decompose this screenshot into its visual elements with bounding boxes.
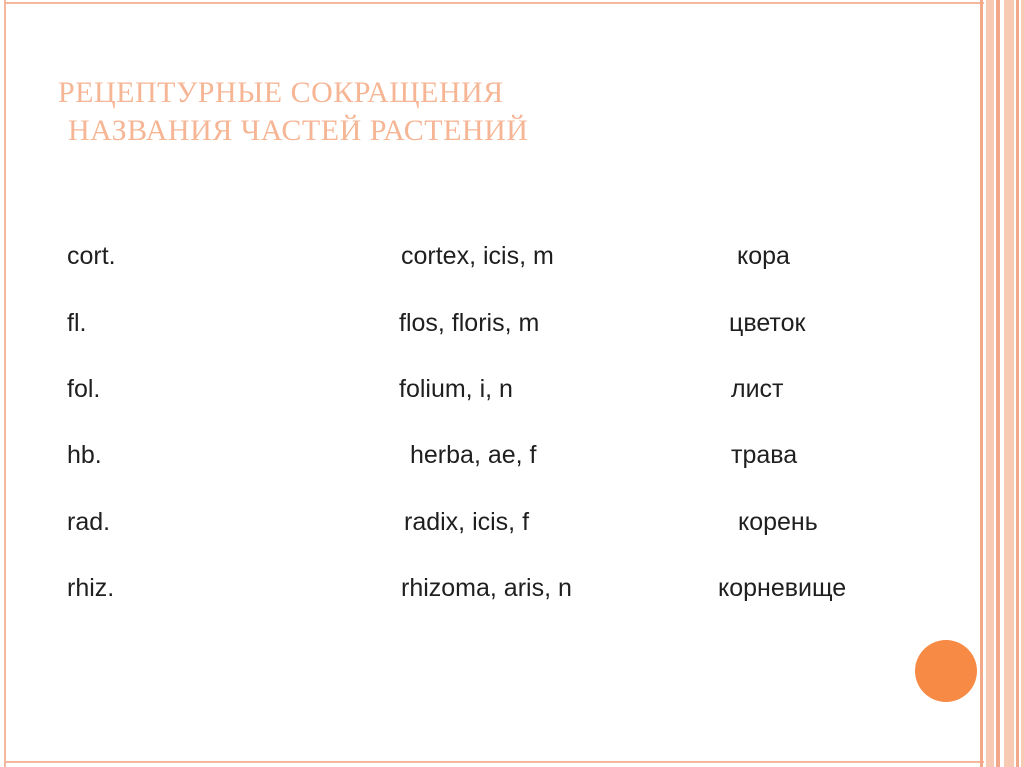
decorative-stripe <box>996 0 1000 767</box>
russian-name-text: корневище <box>718 574 847 602</box>
abbreviation-row <box>0 574 980 614</box>
abbreviation-row <box>0 242 980 282</box>
russian-name-text: трава <box>731 441 798 469</box>
abbreviation-row <box>0 375 980 415</box>
abbreviation-text: rhiz. <box>67 574 115 602</box>
abbreviation-row <box>0 508 980 548</box>
abbreviation-text: rad. <box>67 508 111 536</box>
latin-name-text: cortex, icis, m <box>401 242 554 270</box>
orange-circle-decoration <box>915 640 977 702</box>
abbreviation-text: fol. <box>67 375 101 403</box>
russian-name-text: лист <box>731 375 784 403</box>
slide-title-line-2: НАЗВАНИЯ ЧАСТЕЙ РАСТЕНИЙ <box>68 114 529 147</box>
abbreviation-row <box>0 309 980 349</box>
slide-title <box>58 74 528 150</box>
slide-border-bottom <box>4 761 984 763</box>
latin-name-text: radix, icis, f <box>404 508 530 536</box>
abbreviation-text: fl. <box>67 309 87 337</box>
abbreviation-text: hb. <box>67 441 102 469</box>
abbreviation-text: cort. <box>67 242 116 270</box>
slide-title-line-1: РЕЦЕПТУРНЫЕ СОКРАЩЕНИЯ <box>58 76 504 109</box>
latin-name-text: folium, i, n <box>399 375 513 403</box>
latin-name-text: herba, ae, f <box>410 441 537 469</box>
russian-name-text: корень <box>738 508 818 536</box>
russian-name-text: цветок <box>729 309 806 337</box>
decorative-stripe <box>986 0 994 767</box>
slide-border-top <box>4 2 984 4</box>
decorative-stripe <box>1004 0 1014 767</box>
decorative-stripe <box>980 0 983 767</box>
latin-name-text: flos, floris, m <box>399 309 540 337</box>
russian-name-text: кора <box>737 242 790 270</box>
latin-name-text: rhizoma, aris, n <box>401 574 572 602</box>
decorative-stripe <box>1016 0 1019 767</box>
abbreviation-row <box>0 441 980 481</box>
